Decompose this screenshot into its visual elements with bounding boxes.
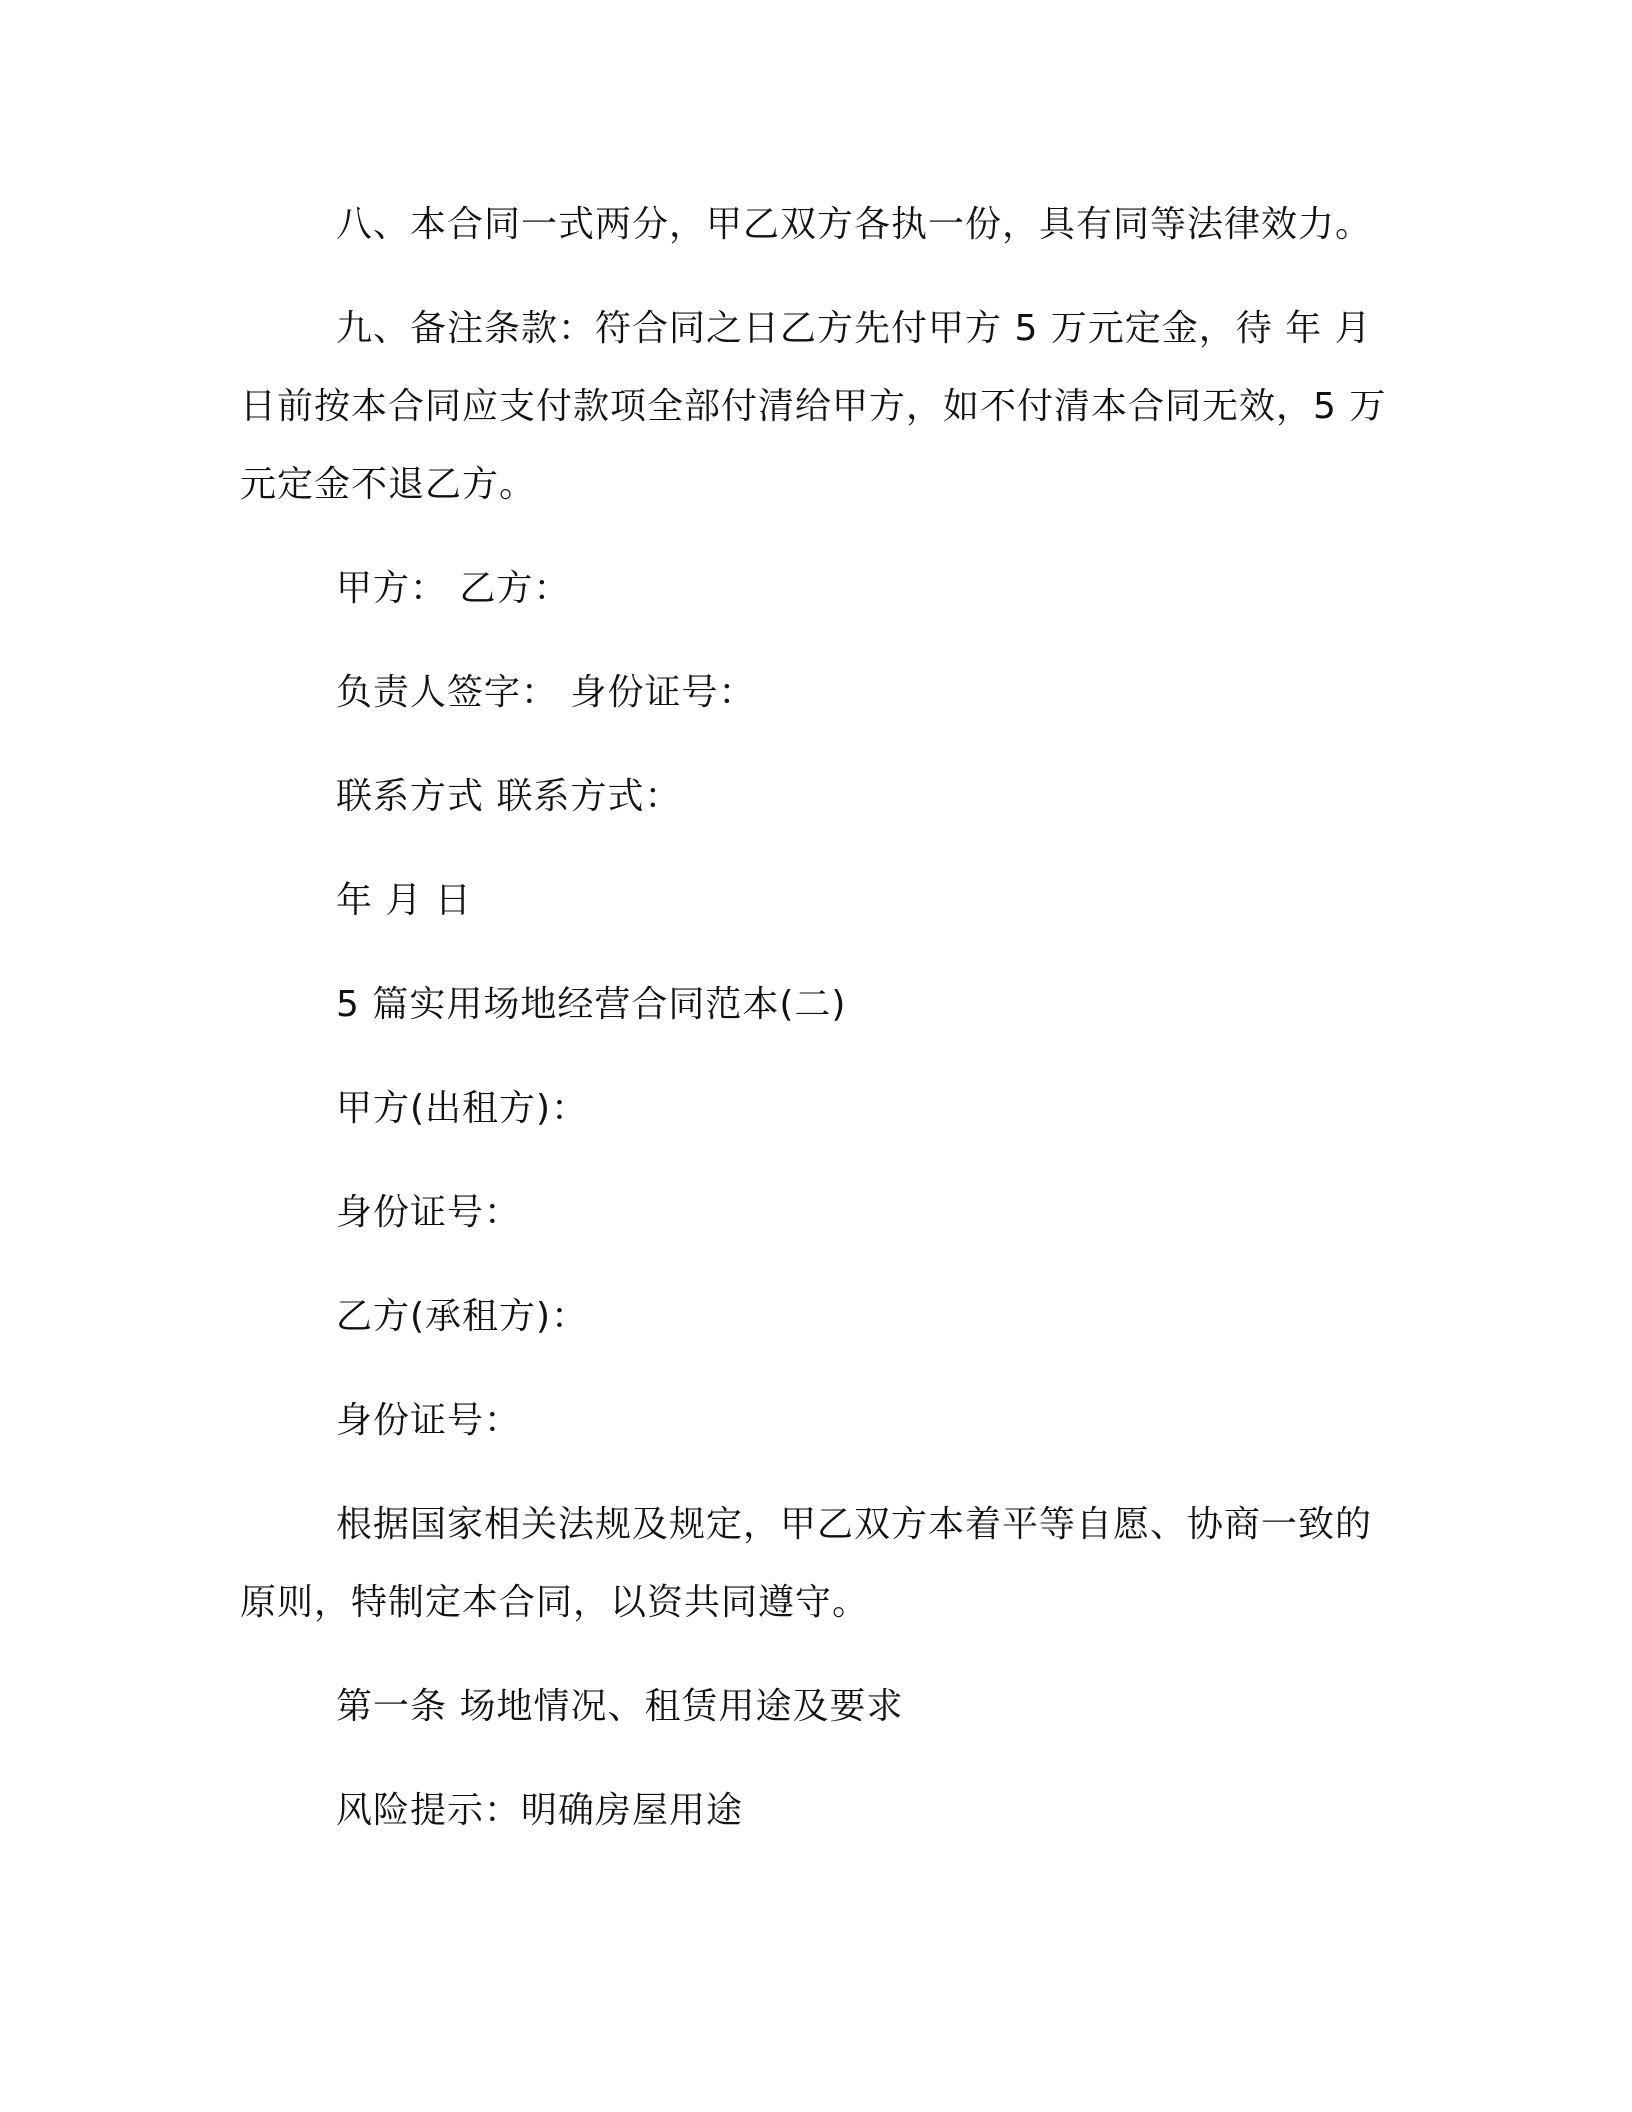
preamble-paragraph: 根据国家相关法规及规定，甲乙双方本着平等自愿、协商一致的原则，特制定本合同，以资共同遵守。 bbox=[240, 1504, 1373, 1623]
responsible-person-line: 负责人签字： 身份证号： bbox=[336, 672, 756, 713]
clause-eight: 八、本合同一式两分，甲乙双方各执一份，具有同等法律效力。 bbox=[336, 204, 1373, 245]
party-a-line: 甲方(出租方)： bbox=[336, 1088, 589, 1129]
contact-line: 联系方式 联系方式： bbox=[336, 776, 682, 817]
party-b-id-line: 身份证号： bbox=[336, 1400, 522, 1441]
party-b-line: 乙方(承租方)： bbox=[336, 1296, 589, 1337]
party-a-id-line: 身份证号： bbox=[336, 1192, 522, 1233]
risk-note: 风险提示：明确房屋用途 bbox=[336, 1790, 744, 1831]
party-signature-line: 甲方： 乙方： bbox=[336, 568, 571, 609]
section-title: 5 篇实用场地经营合同范本(二) bbox=[336, 984, 847, 1025]
document-body bbox=[240, 186, 1388, 1850]
clause-nine: 九、备注条款：符合同之日乙方先付甲方 5 万元定金，待 年 月 日前按本合同应支付款项全部付清给甲方，如不付清本合同无效，5 万元定金不退乙方。 bbox=[240, 308, 1387, 505]
article-one-heading: 第一条 场地情况、租赁用途及要求 bbox=[336, 1686, 904, 1727]
date-line: 年 月 日 bbox=[336, 880, 472, 921]
